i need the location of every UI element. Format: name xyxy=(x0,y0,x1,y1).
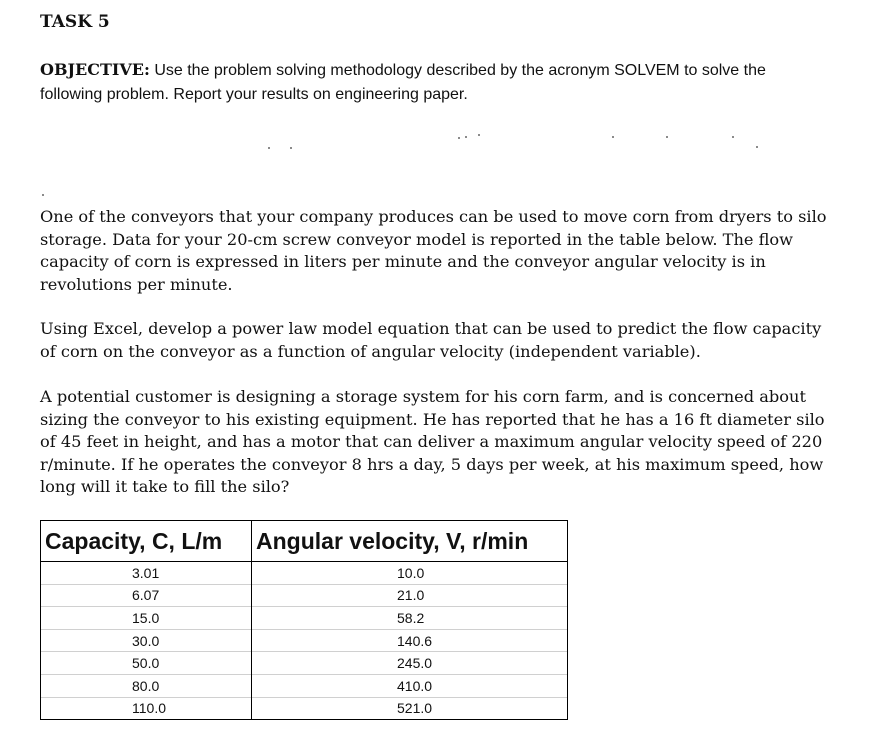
table-cell-velocity: 58.2 xyxy=(252,607,568,630)
scan-speck xyxy=(268,147,270,149)
scan-speck xyxy=(42,194,44,196)
table-row xyxy=(41,652,568,675)
table-row xyxy=(41,674,568,697)
table-cell-velocity: 140.6 xyxy=(252,629,568,652)
paragraph-excel-model: Using Excel, develop a power law model equation that can be used to predict the flow capacity of corn on the conveyor as a function of angular velocity (independent variable). xyxy=(40,319,822,361)
scan-speck xyxy=(290,147,292,149)
table-row xyxy=(41,629,568,652)
data-table xyxy=(40,520,568,720)
paragraph-customer-problem: A potential customer is designing a storage system for his corn farm, and is concerned about sizing the conveyor to his existing equipment. He has reported that he has a 16 ft diameter silo of 45 feet in height, and has a motor that can deliver a maximum angular velocity speed of 220 r/minute. If he operates the conveyor 8 hrs a day, 5 days per week, at his maximum speed, how long will it take to fill the silo? xyxy=(40,387,825,496)
table-row xyxy=(41,607,568,630)
table-header-angular-velocity: Angular velocity, V, r/min xyxy=(252,521,568,562)
table-header-row xyxy=(41,521,568,562)
objective-text: Use the problem solving methodology described by the acronym SOLVEM to solve the following problem. Report your results on engineering paper. xyxy=(40,62,766,103)
table-row xyxy=(41,562,568,585)
scan-speck xyxy=(465,136,467,138)
table-cell-capacity: 110.0 xyxy=(41,697,252,720)
table-cell-velocity: 10.0 xyxy=(252,562,568,585)
table-cell-capacity: 6.07 xyxy=(41,584,252,607)
task-title: TASK 5 xyxy=(40,12,110,32)
scan-speck xyxy=(478,134,480,136)
table-row xyxy=(41,584,568,607)
table-cell-velocity: 21.0 xyxy=(252,584,568,607)
objective xyxy=(40,58,830,107)
table-header-capacity: Capacity, C, L/m xyxy=(41,521,252,562)
table-row xyxy=(41,697,568,720)
table-cell-velocity: 410.0 xyxy=(252,674,568,697)
table-cell-velocity: 521.0 xyxy=(252,697,568,720)
table-cell-velocity: 245.0 xyxy=(252,652,568,675)
scan-speck xyxy=(458,137,460,139)
scan-speck xyxy=(612,136,614,138)
table-cell-capacity: 15.0 xyxy=(41,607,252,630)
scan-speck xyxy=(732,136,734,138)
scan-speck xyxy=(666,136,668,138)
objective-label: OBJECTIVE: xyxy=(40,60,150,79)
table-cell-capacity: 80.0 xyxy=(41,674,252,697)
table-cell-capacity: 3.01 xyxy=(41,562,252,585)
table-cell-capacity: 50.0 xyxy=(41,652,252,675)
scan-speck xyxy=(756,146,758,148)
paragraph-conveyor-intro: One of the conveyors that your company produces can be used to move corn from dryers to silo storage. Data for your 20-cm screw conveyor model is reported in the table below. The flow capacity of corn is expressed in liters per minute and the conveyor angular velocity is in revolutions per minute. xyxy=(40,207,827,294)
table-cell-capacity: 30.0 xyxy=(41,629,252,652)
